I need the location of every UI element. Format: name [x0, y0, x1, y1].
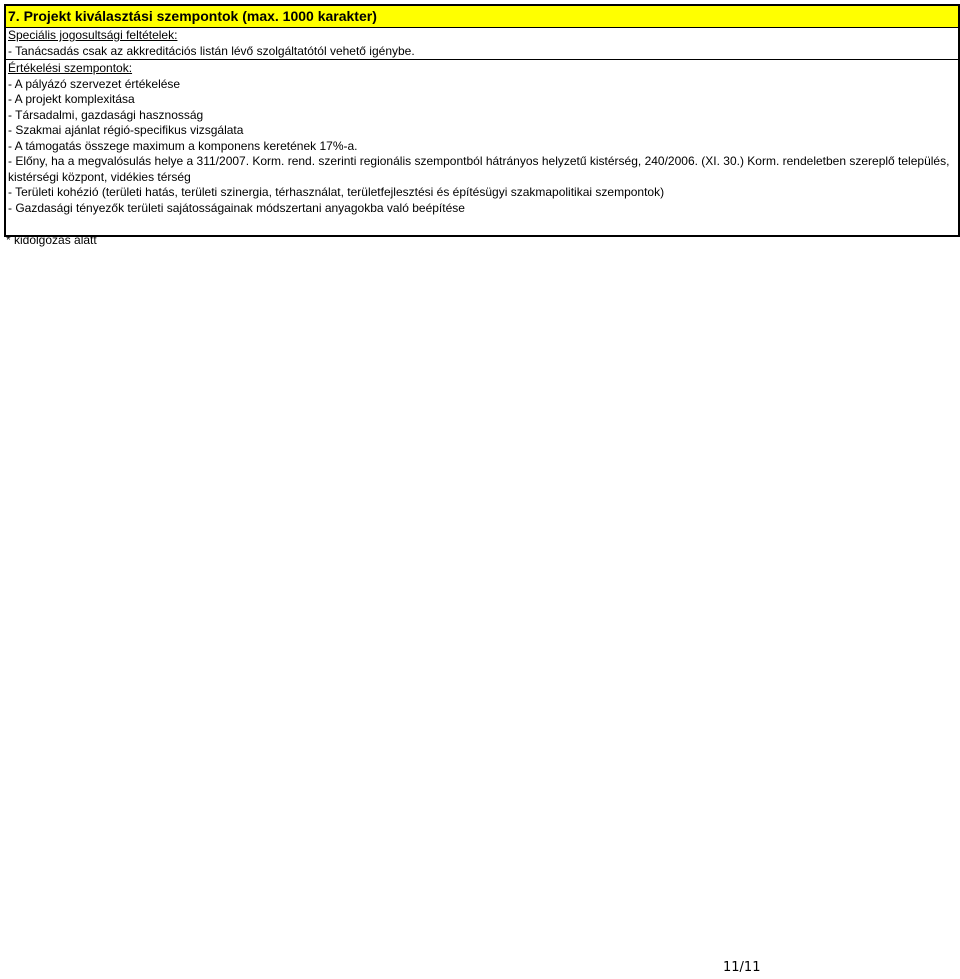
- criteria-item: - A támogatás összege maximum a komponens keretének 17%-a.: [8, 138, 358, 153]
- footnote: * kidolgozás alatt: [6, 233, 97, 247]
- criteria-item: - Gazdasági tényezők területi sajátosságainak módszertani anyagokba való beépítése: [8, 200, 465, 215]
- criteria-item: - A pályázó szervezet értékelése: [8, 76, 181, 91]
- criteria-item: - Társadalmi, gazdasági hasznosság: [8, 107, 204, 122]
- criteria-item: - Előny, ha a megvalósulás helye a 311/2007. Korm. rend. szerinti regionális szempontból hátrányos helyzetű kistérség, 240/2006. (XI. 30.) Korm. rendeletben szereplő település, kistérségi központ, vidékies térség: [8, 154, 950, 184]
- special-conditions-heading: Speciális jogosultsági feltételek:: [8, 28, 178, 42]
- section-content: [6, 28, 958, 235]
- row-divider: [6, 59, 958, 60]
- blank-line: [8, 216, 958, 231]
- evaluation-criteria-heading: Értékelési szempontok:: [8, 61, 133, 75]
- special-condition-item: - Tanácsadás csak az akkreditációs listán lévő szolgáltatótól vehető igénybe.: [8, 43, 415, 58]
- criteria-item: - Területi kohézió (területi hatás, területi szinergia, térhasználat, területfejlesztési és építésügyi szakmapolitikai szempontok): [8, 185, 665, 199]
- criteria-item: - A projekt komplexitása: [8, 92, 135, 106]
- selection-criteria-section: [4, 4, 960, 237]
- criteria-item: - Szakmai ajánlat régió-specifikus vizsgálata: [8, 123, 244, 137]
- page-number: 11/11: [723, 960, 761, 975]
- section-title: 7. Projekt kiválasztási szempontok (max. 1000 karakter): [6, 6, 958, 28]
